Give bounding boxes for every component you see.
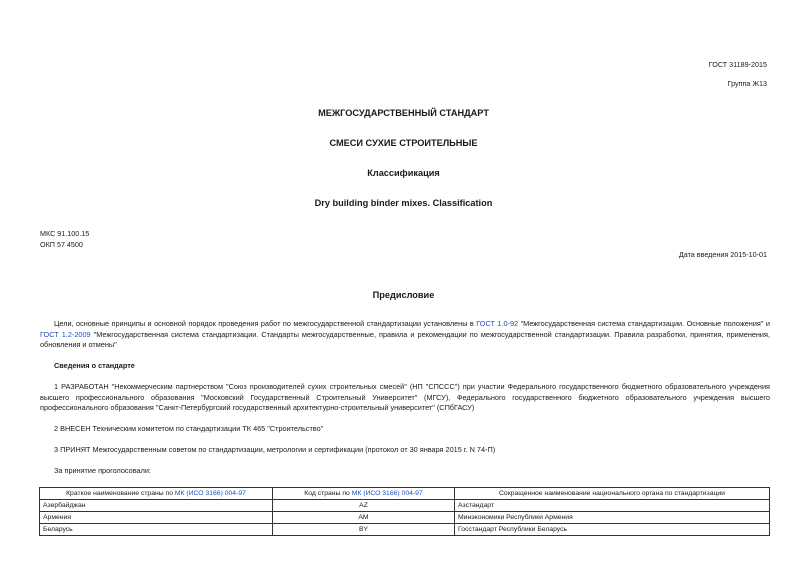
voted-label: За принятие проголосовали: xyxy=(54,466,151,475)
item-developed: 1 РАЗРАБОТАН "Некоммерческим партнерством "Союз производителей сухих строительных смесей" (НП "СПСCC") при участии Федерального государственного бюджетного образовательного учреждения высшего профессионального образования "Московский Государственный Строительный Университет" (МГСУ), Федерального государственного бюджетного образовательного учреждения высшего профессионального образования "Санкт-Петербургский государственный архитектурно-строительный университет" (СПбГАСУ) xyxy=(40,382,770,412)
header-text: Краткое наименование страны по xyxy=(66,490,175,497)
cell-country: Азербайджан xyxy=(40,500,273,512)
cell-code: AZ xyxy=(273,500,455,512)
title-main: МЕЖГОСУДАРСТВЕННЫЙ СТАНДАРТ xyxy=(318,108,489,118)
cell-country: Беларусь xyxy=(40,524,273,536)
foreword-heading: Предисловие xyxy=(372,290,435,300)
paragraph-text: "Межгосударственная система стандартизации. Основные положения" и xyxy=(518,319,770,328)
table-row xyxy=(40,524,770,536)
cell-body: Азстандарт xyxy=(455,500,770,512)
item-adopted: 3 ПРИНЯТ Межгосударственным советом по стандартизации, метрологии и сертификации (протокол от 30 января 2015 г. N 74-П) xyxy=(54,445,496,454)
paragraph-text: "Межгосударственная система стандартизации. Стандарты межгосударственные, правила и рекомендации по межгосударственной стандартизации. Правила разработки, принятия, применения, обновления и отмены" xyxy=(40,329,770,349)
cell-body: Госстандарт Республики Беларусь xyxy=(455,524,770,536)
table-row xyxy=(40,500,770,512)
table-row xyxy=(40,512,770,524)
group-code: Группа Ж13 xyxy=(727,79,767,88)
header-code xyxy=(273,488,455,500)
header-body: Сокращенное наименование национального органа по стандартизации xyxy=(455,488,770,500)
mk-iso-link[interactable]: МК (ИСО 3166) 004-97 xyxy=(174,490,246,497)
item-introduced: 2 ВНЕСЕН Техническим комитетом по стандартизации ТК 465 "Строительство" xyxy=(54,424,324,433)
okp-code: ОКП 57 4500 xyxy=(40,240,83,249)
title-subject: СМЕСИ СУХИЕ СТРОИТЕЛЬНЫЕ xyxy=(329,138,478,148)
title-english: Dry building binder mixes. Classification xyxy=(314,198,493,208)
gost-1-2-2009-link[interactable]: ГОСТ 1.2-2009 xyxy=(40,329,91,339)
cell-country: Армения xyxy=(40,512,273,524)
cell-code: BY xyxy=(273,524,455,536)
voting-table xyxy=(39,487,770,536)
cell-body: Минэкономики Республики Армения xyxy=(455,512,770,524)
foreword-paragraph xyxy=(40,319,770,351)
table-header-row xyxy=(40,488,770,500)
header-text: Код страны по xyxy=(304,490,352,497)
intro-date: Дата введения 2015-10-01 xyxy=(678,250,767,259)
cell-code: AM xyxy=(273,512,455,524)
title-subtitle: Классификация xyxy=(367,168,440,178)
info-heading: Сведения о стандарте xyxy=(54,361,135,370)
mk-iso-link[interactable]: МК (ИСО 3166) 004-97 xyxy=(351,490,423,497)
header-country xyxy=(40,488,273,500)
mks-code: МКС 91.100.15 xyxy=(40,229,90,238)
paragraph-text: Цели, основные принципы и основной порядок проведения работ по межгосударственной стандартизации установлены в xyxy=(54,319,477,328)
doc-code: ГОСТ 31189-2015 xyxy=(708,60,767,69)
gost-1-0-92-link[interactable]: ГОСТ 1.0-92 xyxy=(476,319,519,328)
